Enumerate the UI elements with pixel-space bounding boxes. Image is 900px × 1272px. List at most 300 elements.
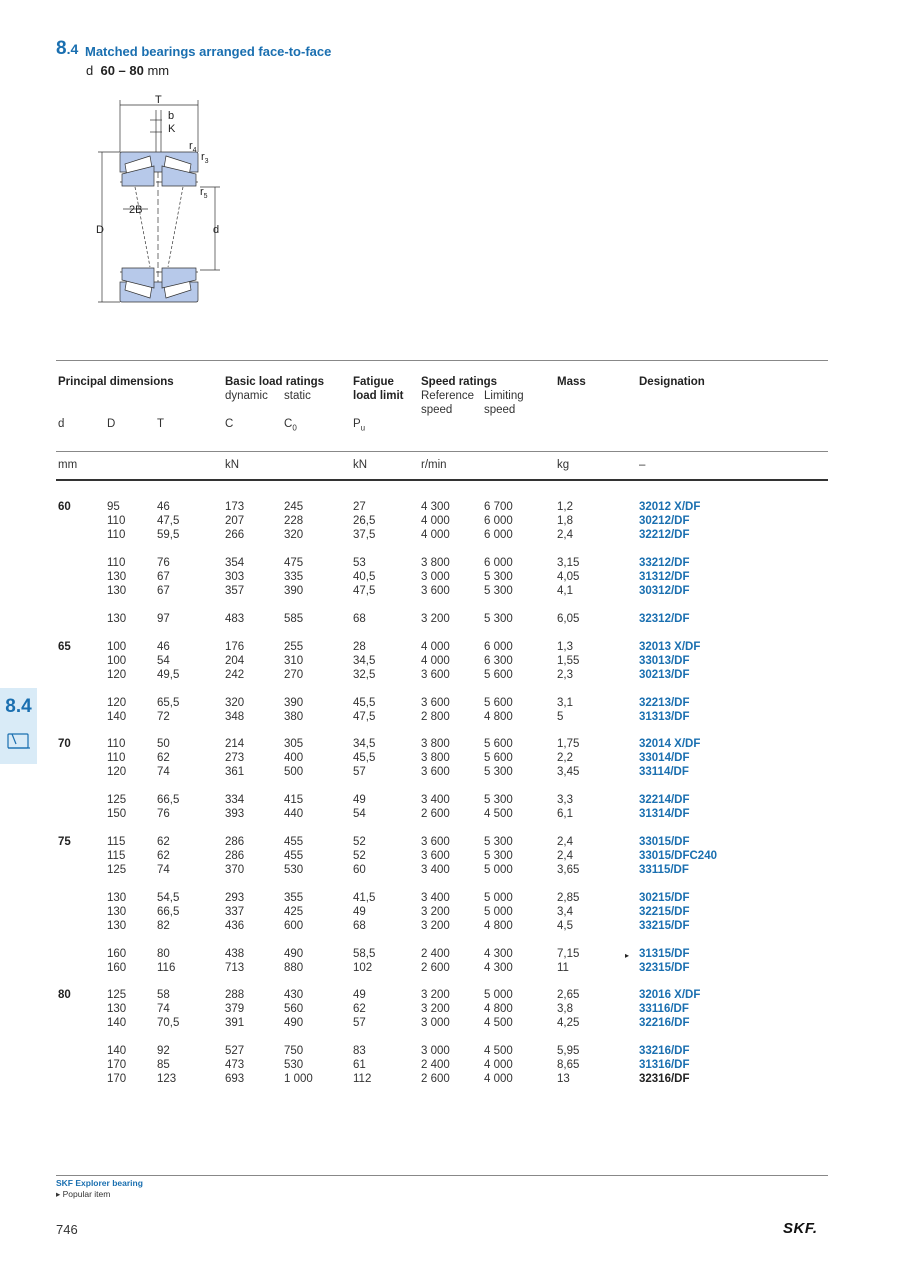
cell-ref: 3 200 xyxy=(421,613,450,625)
cell-Pu: 53 xyxy=(353,557,366,569)
cell-Pu: 58,5 xyxy=(353,948,376,960)
cell-ref: 3 600 xyxy=(421,766,450,778)
cell-C0: 455 xyxy=(284,850,304,862)
cell-C: 320 xyxy=(225,697,245,709)
cell-mass: 3,65 xyxy=(557,864,580,876)
cell-lim: 5 300 xyxy=(484,850,513,862)
cell-mass: 3,45 xyxy=(557,766,580,778)
cell-C0: 455 xyxy=(284,836,304,848)
cell-D: 150 xyxy=(107,808,127,820)
cell-C: 357 xyxy=(225,585,245,597)
cell-desig: 33015/DFC240 xyxy=(639,850,717,862)
cell-T: 74 xyxy=(157,766,170,778)
label-T: T xyxy=(155,94,162,106)
cell-mass: 7,15 xyxy=(557,948,580,960)
cell-C0: 425 xyxy=(284,906,304,918)
cell-D: 130 xyxy=(107,906,127,918)
cell-C0: 415 xyxy=(284,794,304,806)
cell-Pu: 34,5 xyxy=(353,738,376,750)
cell-desig: 32012 X/DF xyxy=(639,501,701,513)
cell-T: 50 xyxy=(157,738,170,750)
cell-ref: 3 600 xyxy=(421,836,450,848)
cell-Pu: 68 xyxy=(353,613,366,625)
cell-C: 214 xyxy=(225,738,245,750)
cell-D: 130 xyxy=(107,920,127,932)
cell-C0: 600 xyxy=(284,920,304,932)
cell-C: 436 xyxy=(225,920,245,932)
cell-lim: 5 300 xyxy=(484,794,513,806)
cell-d: 75 xyxy=(58,836,71,848)
cell-C0: 390 xyxy=(284,697,304,709)
cell-T: 62 xyxy=(157,850,170,862)
cell-C: 379 xyxy=(225,1003,245,1015)
cell-T: 67 xyxy=(157,585,170,597)
cell-C0: 305 xyxy=(284,738,304,750)
cell-lim: 5 000 xyxy=(484,906,513,918)
cell-mass: 4,05 xyxy=(557,571,580,583)
table-top-rule xyxy=(56,360,828,361)
cell-Pu: 47,5 xyxy=(353,585,376,597)
cell-lim: 4 800 xyxy=(484,711,513,723)
cell-desig: 30215/DF xyxy=(639,892,690,904)
cell-D: 115 xyxy=(107,850,126,862)
col-d: d xyxy=(58,418,65,430)
cell-mass: 1,55 xyxy=(557,655,580,667)
cell-desig: 31316/DF xyxy=(639,1059,690,1071)
cell-D: 130 xyxy=(107,613,127,625)
cell-ref: 4 300 xyxy=(421,501,450,513)
cell-mass: 6,1 xyxy=(557,808,573,820)
cell-ref: 4 000 xyxy=(421,515,450,527)
header-reference-speed: speed xyxy=(421,404,453,416)
cell-D: 100 xyxy=(107,655,127,667)
cell-ref: 4 000 xyxy=(421,655,450,667)
cell-desig: 31314/DF xyxy=(639,808,690,820)
cell-T: 74 xyxy=(157,864,170,876)
header-load-limit: load limit xyxy=(353,390,404,402)
skf-logo: SKF. xyxy=(783,1220,818,1237)
cell-C: 473 xyxy=(225,1059,245,1071)
cell-mass: 2,4 xyxy=(557,850,573,862)
cell-mass: 11 xyxy=(557,962,569,974)
cell-mass: 3,15 xyxy=(557,557,580,569)
cell-ref: 4 000 xyxy=(421,529,450,541)
cell-D: 140 xyxy=(107,1017,127,1029)
cell-mass: 5 xyxy=(557,711,564,723)
cell-T: 92 xyxy=(157,1045,170,1057)
cell-Pu: 52 xyxy=(353,836,366,848)
cell-lim: 4 500 xyxy=(484,1045,513,1057)
unit-kg: kg xyxy=(557,459,570,471)
cell-mass: 13 xyxy=(557,1073,570,1085)
cell-lim: 4 300 xyxy=(484,948,513,960)
cell-C0: 585 xyxy=(284,613,304,625)
cell-C0: 490 xyxy=(284,948,304,960)
cell-C: 391 xyxy=(225,1017,245,1029)
cell-C: 370 xyxy=(225,864,245,876)
cell-T: 59,5 xyxy=(157,529,180,541)
cell-desig: 30212/DF xyxy=(639,515,690,527)
cell-lim: 5 300 xyxy=(484,571,513,583)
cell-mass: 3,3 xyxy=(557,794,573,806)
cell-Pu: 62 xyxy=(353,1003,366,1015)
cell-C: 288 xyxy=(225,989,245,1001)
cell-C: 266 xyxy=(225,529,245,541)
cell-Pu: 83 xyxy=(353,1045,366,1057)
cell-C0: 380 xyxy=(284,711,304,723)
header-speed: Speed ratings xyxy=(421,376,498,388)
cell-C: 176 xyxy=(225,641,245,653)
cell-lim: 6 000 xyxy=(484,515,513,527)
cell-D: 95 xyxy=(107,501,120,513)
cell-D: 170 xyxy=(107,1073,127,1085)
label-r3: $r_3$ xyxy=(201,151,209,165)
cell-T: 46 xyxy=(157,501,170,513)
cell-desig: 33116/DF xyxy=(639,1003,689,1015)
cell-lim: 5 600 xyxy=(484,752,513,764)
cell-desig: 33212/DF xyxy=(639,557,690,569)
cell-Pu: 34,5 xyxy=(353,655,376,667)
cell-C: 242 xyxy=(225,669,245,681)
cell-Pu: 47,5 xyxy=(353,711,376,723)
cell-mass: 1,3 xyxy=(557,641,573,653)
cell-desig: 33215/DF xyxy=(639,920,690,932)
cell-ref: 2 600 xyxy=(421,808,450,820)
cell-C0: 490 xyxy=(284,1017,304,1029)
cell-desig: 32315/DF xyxy=(639,962,690,974)
header-mass: Mass xyxy=(557,376,586,388)
cell-C: 293 xyxy=(225,892,245,904)
cell-D: 140 xyxy=(107,711,127,723)
cell-C: 361 xyxy=(225,766,245,778)
cell-lim: 5 300 xyxy=(484,585,513,597)
cell-lim: 6 700 xyxy=(484,501,513,513)
cell-lim: 5 300 xyxy=(484,836,513,848)
cell-T: 54 xyxy=(157,655,170,667)
cell-desig: 30312/DF xyxy=(639,585,690,597)
cell-C0: 400 xyxy=(284,752,304,764)
cell-ref: 3 600 xyxy=(421,669,450,681)
cell-T: 80 xyxy=(157,948,170,960)
cell-C: 303 xyxy=(225,571,245,583)
cell-T: 47,5 xyxy=(157,515,180,527)
cell-C: 334 xyxy=(225,794,245,806)
cell-ref: 3 200 xyxy=(421,920,450,932)
cell-Pu: 45,5 xyxy=(353,752,376,764)
cell-D: 110 xyxy=(107,557,126,569)
cell-T: 66,5 xyxy=(157,794,180,806)
cell-lim: 5 000 xyxy=(484,892,513,904)
cell-mass: 2,65 xyxy=(557,989,580,1001)
cell-lim: 5 600 xyxy=(484,697,513,709)
cell-ref: 3 400 xyxy=(421,794,450,806)
cell-desig: 32014 X/DF xyxy=(639,738,701,750)
cell-C: 713 xyxy=(225,962,245,974)
label-r5: $r_5$ xyxy=(200,186,208,200)
cell-lim: 5 000 xyxy=(484,989,513,1001)
footer-rule xyxy=(56,1175,828,1176)
cell-T: 49,5 xyxy=(157,669,180,681)
cell-Pu: 60 xyxy=(353,864,366,876)
cell-ref: 2 600 xyxy=(421,962,450,974)
header-limiting-speed: speed xyxy=(484,404,516,416)
cell-Pu: 61 xyxy=(353,1059,366,1071)
cell-lim: 5 300 xyxy=(484,613,513,625)
cell-Pu: 49 xyxy=(353,989,366,1001)
cell-ref: 3 000 xyxy=(421,1017,450,1029)
cell-ref: 3 400 xyxy=(421,892,450,904)
header-static: static xyxy=(284,390,311,402)
cell-Pu: 45,5 xyxy=(353,697,376,709)
footnote-explorer: SKF Explorer bearing xyxy=(56,1178,143,1188)
cell-C0: 475 xyxy=(284,557,304,569)
cell-C0: 530 xyxy=(284,1059,304,1071)
cell-T: 70,5 xyxy=(157,1017,180,1029)
cell-Pu: 37,5 xyxy=(353,529,376,541)
bearing-drawing xyxy=(90,92,230,312)
cell-lim: 6 000 xyxy=(484,529,513,541)
cell-D: 130 xyxy=(107,892,127,904)
cell-mass: 4,1 xyxy=(557,585,573,597)
cell-C0: 245 xyxy=(284,501,304,513)
cell-T: 62 xyxy=(157,836,170,848)
header-principal: Principal dimensions xyxy=(58,376,174,388)
cell-mass: 1,75 xyxy=(557,738,580,750)
cell-desig: 31315/DF xyxy=(639,948,690,960)
cell-C: 273 xyxy=(225,752,245,764)
label-r4: $r_4$ xyxy=(189,140,197,154)
popular-item-marker: ▸ xyxy=(625,951,630,960)
cell-lim: 5 600 xyxy=(484,738,513,750)
cell-desig: 32216/DF xyxy=(639,1017,690,1029)
cell-T: 65,5 xyxy=(157,697,180,709)
cell-mass: 2,4 xyxy=(557,529,573,541)
cell-lim: 4 500 xyxy=(484,1017,513,1029)
cell-desig: 31312/DF xyxy=(639,571,690,583)
col-C0: $C_0$ xyxy=(284,418,297,433)
cell-C0: 335 xyxy=(284,571,304,583)
cell-lim: 5 300 xyxy=(484,766,513,778)
cell-ref: 3 600 xyxy=(421,585,450,597)
cell-mass: 1,8 xyxy=(557,515,573,527)
cell-D: 110 xyxy=(107,515,126,527)
cell-C0: 270 xyxy=(284,669,304,681)
cell-T: 66,5 xyxy=(157,906,180,918)
cell-lim: 4 000 xyxy=(484,1059,513,1071)
cell-Pu: 68 xyxy=(353,920,366,932)
cell-C0: 228 xyxy=(284,515,304,527)
col-T: T xyxy=(157,418,165,430)
header-fatigue: Fatigue xyxy=(353,376,394,388)
cell-C0: 320 xyxy=(284,529,304,541)
cell-C: 354 xyxy=(225,557,245,569)
cell-D: 130 xyxy=(107,1003,127,1015)
cell-Pu: 27 xyxy=(353,501,366,513)
cell-C0: 440 xyxy=(284,808,304,820)
cell-T: 123 xyxy=(157,1073,177,1085)
cell-Pu: 40,5 xyxy=(353,571,376,583)
label-d: d xyxy=(213,224,220,236)
cell-D: 130 xyxy=(107,585,127,597)
footnote-popular: ▸ Popular item xyxy=(56,1189,111,1199)
cell-desig: 32312/DF xyxy=(639,613,690,625)
cell-ref: 2 800 xyxy=(421,711,450,723)
cell-Pu: 54 xyxy=(353,808,366,820)
cell-ref: 3 000 xyxy=(421,571,450,583)
cell-D: 100 xyxy=(107,641,127,653)
page-title: Matched bearings arranged face-to-face xyxy=(85,44,332,59)
cell-Pu: 28 xyxy=(353,641,366,653)
header-basic-load: Basic load ratings xyxy=(225,376,325,388)
cell-ref: 2 400 xyxy=(421,1059,450,1071)
cell-C: 348 xyxy=(225,711,245,723)
cell-ref: 3 800 xyxy=(421,752,450,764)
cell-lim: 4 300 xyxy=(484,962,513,974)
cell-D: 170 xyxy=(107,1059,127,1071)
cell-lim: 5 000 xyxy=(484,864,513,876)
cell-T: 62 xyxy=(157,752,170,764)
cell-Pu: 26,5 xyxy=(353,515,376,527)
cell-desig: 32316/DF xyxy=(639,1073,690,1085)
cell-mass: 4,5 xyxy=(557,920,573,932)
cell-desig: 33013/DF xyxy=(639,655,690,667)
cell-D: 110 xyxy=(107,752,126,764)
cell-ref: 4 000 xyxy=(421,641,450,653)
cell-Pu: 102 xyxy=(353,962,373,974)
cell-desig: 32212/DF xyxy=(639,529,690,541)
cell-mass: 5,95 xyxy=(557,1045,580,1057)
label-b: b xyxy=(168,110,175,122)
cell-C0: 355 xyxy=(284,892,304,904)
cell-lim: 4 800 xyxy=(484,1003,513,1015)
bearing-section-icon xyxy=(6,730,32,752)
cell-T: 116 xyxy=(157,962,176,974)
cell-ref: 3 800 xyxy=(421,738,450,750)
cell-D: 110 xyxy=(107,529,126,541)
cell-C: 286 xyxy=(225,836,245,848)
cell-T: 58 xyxy=(157,989,170,1001)
cell-T: 82 xyxy=(157,920,170,932)
cell-D: 125 xyxy=(107,864,127,876)
side-tab-label: 8.4 xyxy=(5,696,32,717)
cell-desig: 31313/DF xyxy=(639,711,690,723)
cell-mass: 1,2 xyxy=(557,501,573,513)
cell-mass: 3,4 xyxy=(557,906,573,918)
cell-T: 72 xyxy=(157,711,170,723)
cell-Pu: 49 xyxy=(353,794,366,806)
cell-mass: 6,05 xyxy=(557,613,580,625)
cell-mass: 4,25 xyxy=(557,1017,580,1029)
unit-dash: – xyxy=(639,459,646,471)
cell-desig: 30213/DF xyxy=(639,669,690,681)
cell-C0: 430 xyxy=(284,989,304,1001)
cell-lim: 4 000 xyxy=(484,1073,513,1085)
cell-D: 125 xyxy=(107,794,127,806)
label-K: K xyxy=(168,123,176,135)
cell-C0: 530 xyxy=(284,864,304,876)
cell-C: 173 xyxy=(225,501,245,513)
cell-D: 125 xyxy=(107,989,127,1001)
cell-C0: 500 xyxy=(284,766,304,778)
cell-C0: 255 xyxy=(284,641,304,653)
cell-D: 160 xyxy=(107,962,127,974)
cell-C: 207 xyxy=(225,515,245,527)
cell-Pu: 41,5 xyxy=(353,892,376,904)
cell-C0: 560 xyxy=(284,1003,304,1015)
header-reference: Reference xyxy=(421,390,475,402)
cell-C: 286 xyxy=(225,850,245,862)
cell-C: 438 xyxy=(225,948,245,960)
cell-mass: 2,3 xyxy=(557,669,573,681)
cell-lim: 6 000 xyxy=(484,557,513,569)
cell-T: 74 xyxy=(157,1003,170,1015)
cell-d: 60 xyxy=(58,501,71,513)
cell-D: 110 xyxy=(107,738,126,750)
cell-ref: 3 600 xyxy=(421,697,450,709)
page-number: 746 xyxy=(56,1222,78,1237)
cell-Pu: 112 xyxy=(353,1073,372,1085)
section-number: 8.4 xyxy=(56,38,79,59)
cell-C0: 1 000 xyxy=(284,1073,313,1085)
cell-ref: 3 200 xyxy=(421,906,450,918)
header-dynamic: dynamic xyxy=(225,390,268,402)
cell-ref: 3 800 xyxy=(421,557,450,569)
col-Pu: $P_u$ xyxy=(353,418,366,433)
cell-D: 160 xyxy=(107,948,127,960)
unit-rmin: r/min xyxy=(421,459,447,471)
cell-Pu: 57 xyxy=(353,1017,366,1029)
cell-T: 97 xyxy=(157,613,170,625)
cell-D: 120 xyxy=(107,766,127,778)
cell-C: 483 xyxy=(225,613,245,625)
cell-ref: 2 400 xyxy=(421,948,450,960)
cell-desig: 33015/DF xyxy=(639,836,690,848)
cell-desig: 32215/DF xyxy=(639,906,690,918)
cell-lim: 6 300 xyxy=(484,655,513,667)
cell-d: 65 xyxy=(58,641,71,653)
cell-mass: 2,4 xyxy=(557,836,573,848)
cell-lim: 4 800 xyxy=(484,920,513,932)
cell-mass: 2,85 xyxy=(557,892,580,904)
cell-desig: 33014/DF xyxy=(639,752,690,764)
cell-C0: 390 xyxy=(284,585,304,597)
cell-C0: 750 xyxy=(284,1045,304,1057)
cell-ref: 3 200 xyxy=(421,989,450,1001)
col-C: C xyxy=(225,418,234,430)
cell-C0: 310 xyxy=(284,655,304,667)
cell-d: 80 xyxy=(58,989,71,1001)
cell-mass: 8,65 xyxy=(557,1059,580,1071)
cell-Pu: 52 xyxy=(353,850,366,862)
cell-T: 76 xyxy=(157,808,170,820)
unit-kn-load: kN xyxy=(225,459,240,471)
cell-D: 130 xyxy=(107,571,127,583)
cell-desig: 32214/DF xyxy=(639,794,690,806)
cell-Pu: 57 xyxy=(353,766,366,778)
cell-T: 54,5 xyxy=(157,892,180,904)
cell-mass: 3,8 xyxy=(557,1003,573,1015)
unit-mm: mm xyxy=(58,459,78,471)
cell-C: 337 xyxy=(225,906,245,918)
cell-lim: 6 000 xyxy=(484,641,513,653)
cell-desig: 33115/DF xyxy=(639,864,689,876)
cell-T: 85 xyxy=(157,1059,170,1071)
cell-T: 67 xyxy=(157,571,170,583)
cell-lim: 4 500 xyxy=(484,808,513,820)
header-designation: Designation xyxy=(639,376,705,388)
unit-kn-fatigue: kN xyxy=(353,459,368,471)
cell-D: 120 xyxy=(107,697,127,709)
